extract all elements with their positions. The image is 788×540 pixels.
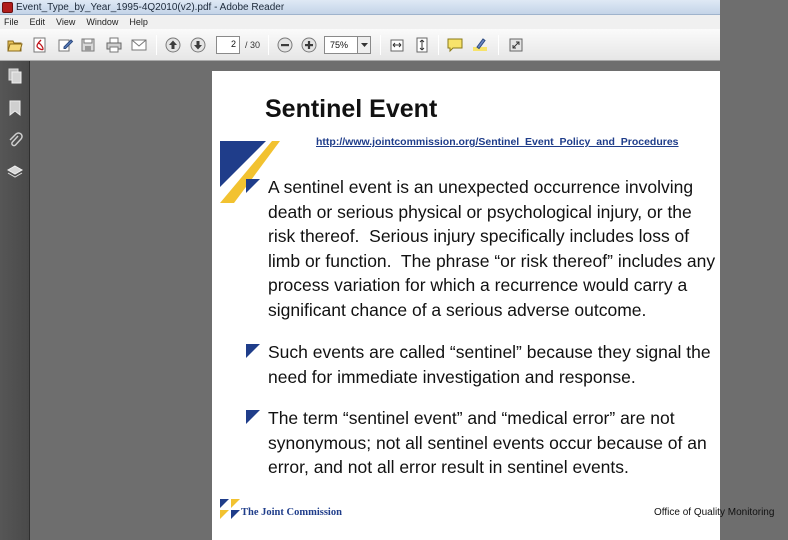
menu-file[interactable]: File	[4, 17, 19, 27]
attachments-icon[interactable]	[6, 131, 24, 149]
page-total: / 30	[245, 40, 261, 50]
open-icon[interactable]	[6, 36, 24, 54]
window-title: Event_Type_by_Year_1995-4Q2010(v2).pdf - Adobe Reader	[16, 1, 285, 13]
policy-link[interactable]: http://www.jointcommission.org/Sentinel_Event_Policy_and_Procedures	[316, 136, 679, 148]
next-page-icon[interactable]	[189, 36, 207, 54]
bullet-text: Such events are called “sentinel” because they signal the need for immediate investigation and response.	[268, 342, 711, 387]
fit-page-icon[interactable]	[413, 36, 431, 54]
zoom-out-icon[interactable]	[276, 36, 294, 54]
title-bar	[0, 0, 720, 15]
fullscreen-icon[interactable]	[507, 36, 525, 54]
fit-width-icon[interactable]	[388, 36, 406, 54]
bookmarks-icon[interactable]	[6, 99, 24, 117]
adobe-reader-icon	[2, 2, 13, 13]
print-icon[interactable]	[105, 36, 123, 54]
highlight-icon[interactable]	[471, 36, 489, 54]
bullet-text: The term “sentinel event” and “medical error” are not synonymous; not all sentinel events occur because of an error, and not all error result in sentinel events.	[268, 408, 707, 477]
footer-organization: The Joint Commission	[241, 507, 342, 518]
zoom-in-icon[interactable]	[300, 36, 318, 54]
pdf-page[interactable]	[212, 71, 775, 540]
menu-edit[interactable]: Edit	[29, 17, 46, 27]
zoom-dropdown-button[interactable]	[357, 36, 371, 54]
toolbar-separator	[156, 35, 157, 55]
zoom-level-input[interactable]: 75%	[324, 36, 358, 54]
slide-title: Sentinel Event	[265, 95, 438, 123]
comment-icon[interactable]	[446, 36, 464, 54]
previous-page-icon[interactable]	[164, 36, 182, 54]
toolbar-separator	[380, 35, 381, 55]
toolbar-separator	[268, 35, 269, 55]
toolbar-separator	[498, 35, 499, 55]
toolbar	[0, 29, 720, 61]
menu-bar	[0, 15, 720, 29]
save-icon[interactable]	[79, 36, 97, 54]
footer-office: Office of Quality Monitoring	[654, 507, 775, 518]
create-pdf-icon[interactable]	[31, 36, 49, 54]
bullet-arrow-icon	[246, 410, 260, 424]
edit-icon[interactable]	[56, 36, 74, 54]
menu-window[interactable]: Window	[86, 17, 119, 27]
toolbar-separator	[438, 35, 439, 55]
bullet-arrow-icon	[246, 179, 260, 193]
bullet-arrow-icon	[246, 344, 260, 358]
joint-commission-logo-icon	[220, 495, 240, 521]
layers-icon[interactable]	[6, 163, 24, 181]
chevron-down-icon	[361, 43, 368, 47]
bullet-text: A sentinel event is an unexpected occurrence involving death or serious physical or psychological injury, or the risk thereof. Serious injury specifically includes loss of limb or function. The phrase “or risk thereof” includes any process variation for which a recurrence would carry a significant chance of a serious adverse outcome.	[268, 177, 716, 320]
email-icon[interactable]	[130, 36, 148, 54]
page-number-input[interactable]: 2	[216, 36, 240, 54]
navigation-panel	[0, 61, 30, 540]
menu-help[interactable]: Help	[129, 17, 148, 27]
menu-view[interactable]: View	[56, 17, 76, 27]
pages-panel-icon[interactable]	[6, 67, 24, 85]
